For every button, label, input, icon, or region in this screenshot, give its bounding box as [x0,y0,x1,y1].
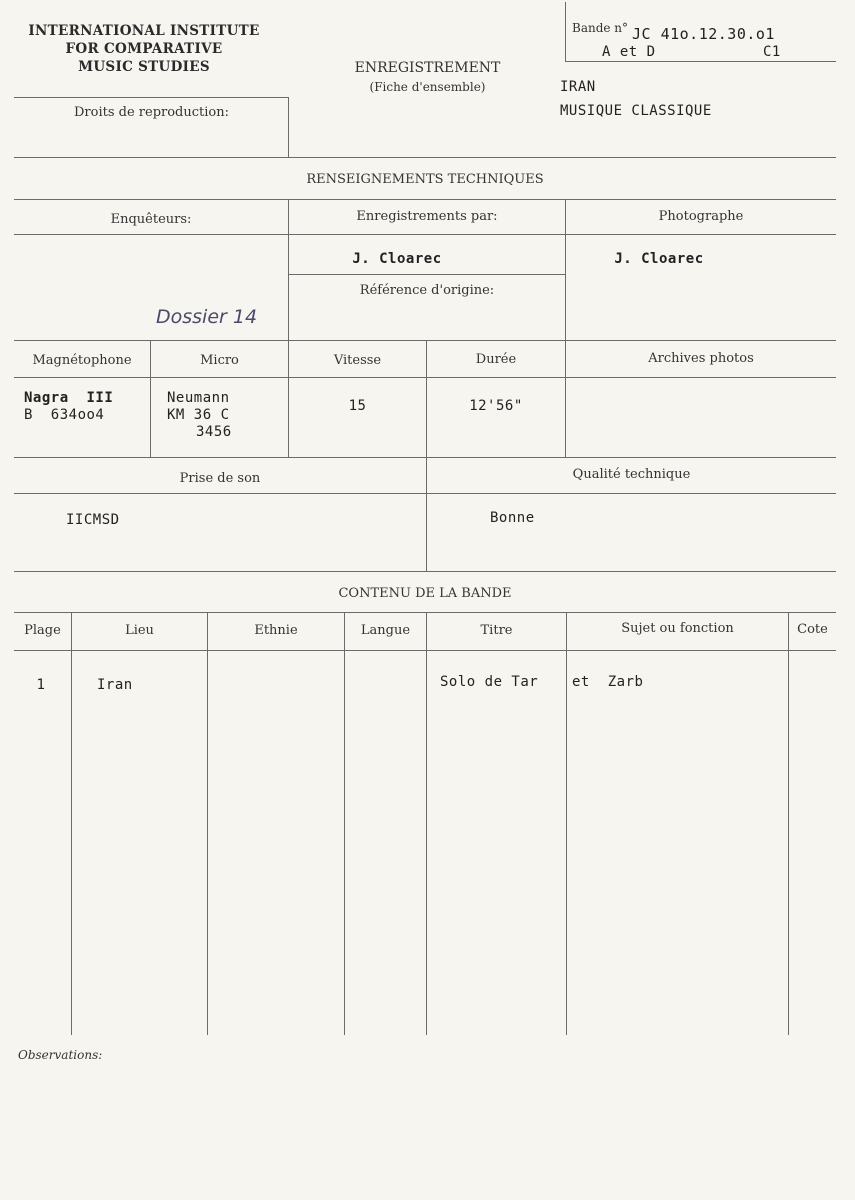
micro-make: Neumann [167,390,230,406]
col-titre: Titre [480,623,513,638]
rights-label: Droits de reproduction: [73,105,229,120]
col-cote: Cote [797,622,828,637]
quality-label: Qualité technique [572,467,691,482]
duration-value: 12'56" [469,398,523,414]
form-title: ENREGISTREMENT [354,60,501,76]
institute-line-2: FOR COMPARATIVE [65,41,223,57]
recorded-by: J. Cloarec [352,251,442,267]
row-1-plage: 1 [36,677,46,693]
photographer: J. Cloarec [614,251,704,267]
micro-label: Micro [200,353,239,368]
row-1-lieu: Iran [97,677,133,693]
institute-line-1: INTERNATIONAL INSTITUTE [28,23,260,39]
recorder-serial: B 634oo4 [24,407,105,423]
recorded-by-label: Enregistrements par: [356,209,498,224]
recorder-label: Magnétophone [32,353,132,368]
row-1-sujet: et Zarb [572,674,644,690]
tape-number: JC 41o.12.30.o1 [632,25,775,43]
investigators-label: Enquêteurs: [110,212,192,227]
micro-model: KM 36 C [167,407,230,423]
photo-archive-label: Archives photos [648,351,754,366]
subject-genre: MUSIQUE CLASSIQUE [560,103,712,119]
tape-number-label: Bande n° [572,21,629,35]
quality-value: Bonne [490,510,535,526]
tape-code: C1 [763,44,781,60]
micro-serial: 3456 [196,424,232,440]
handwritten-note: Dossier 14 [156,306,258,328]
row-1-titre: Solo de Tar [440,674,539,690]
technical-heading: RENSEIGNEMENTS TECHNIQUES [306,172,544,187]
col-langue: Langue [360,623,411,638]
institute-name [14,22,274,76]
duration-label: Durée [475,352,517,367]
col-lieu: Lieu [125,623,154,638]
sound-take-value: IICMSD [66,512,120,528]
contents-heading: CONTENU DE LA BANDE [338,586,512,601]
col-sujet: Sujet ou fonction [621,621,734,636]
subject-country: IRAN [560,79,596,95]
photographer-label: Photographe [658,209,744,224]
origin-ref-label: Référence d'origine: [359,283,495,298]
observations-label: Observations: [18,1048,103,1062]
col-plage: Plage [24,623,61,638]
speed-label: Vitesse [333,353,382,368]
institute-line-3: MUSIC STUDIES [78,59,210,75]
recorder-model: Nagra III [24,390,114,406]
sound-take-label: Prise de son [179,471,261,486]
col-ethnie: Ethnie [254,623,298,638]
tape-sides: A et D [602,44,656,60]
speed-value: 15 [348,398,367,414]
form-subtitle: (Fiche d'ensemble) [369,80,486,94]
